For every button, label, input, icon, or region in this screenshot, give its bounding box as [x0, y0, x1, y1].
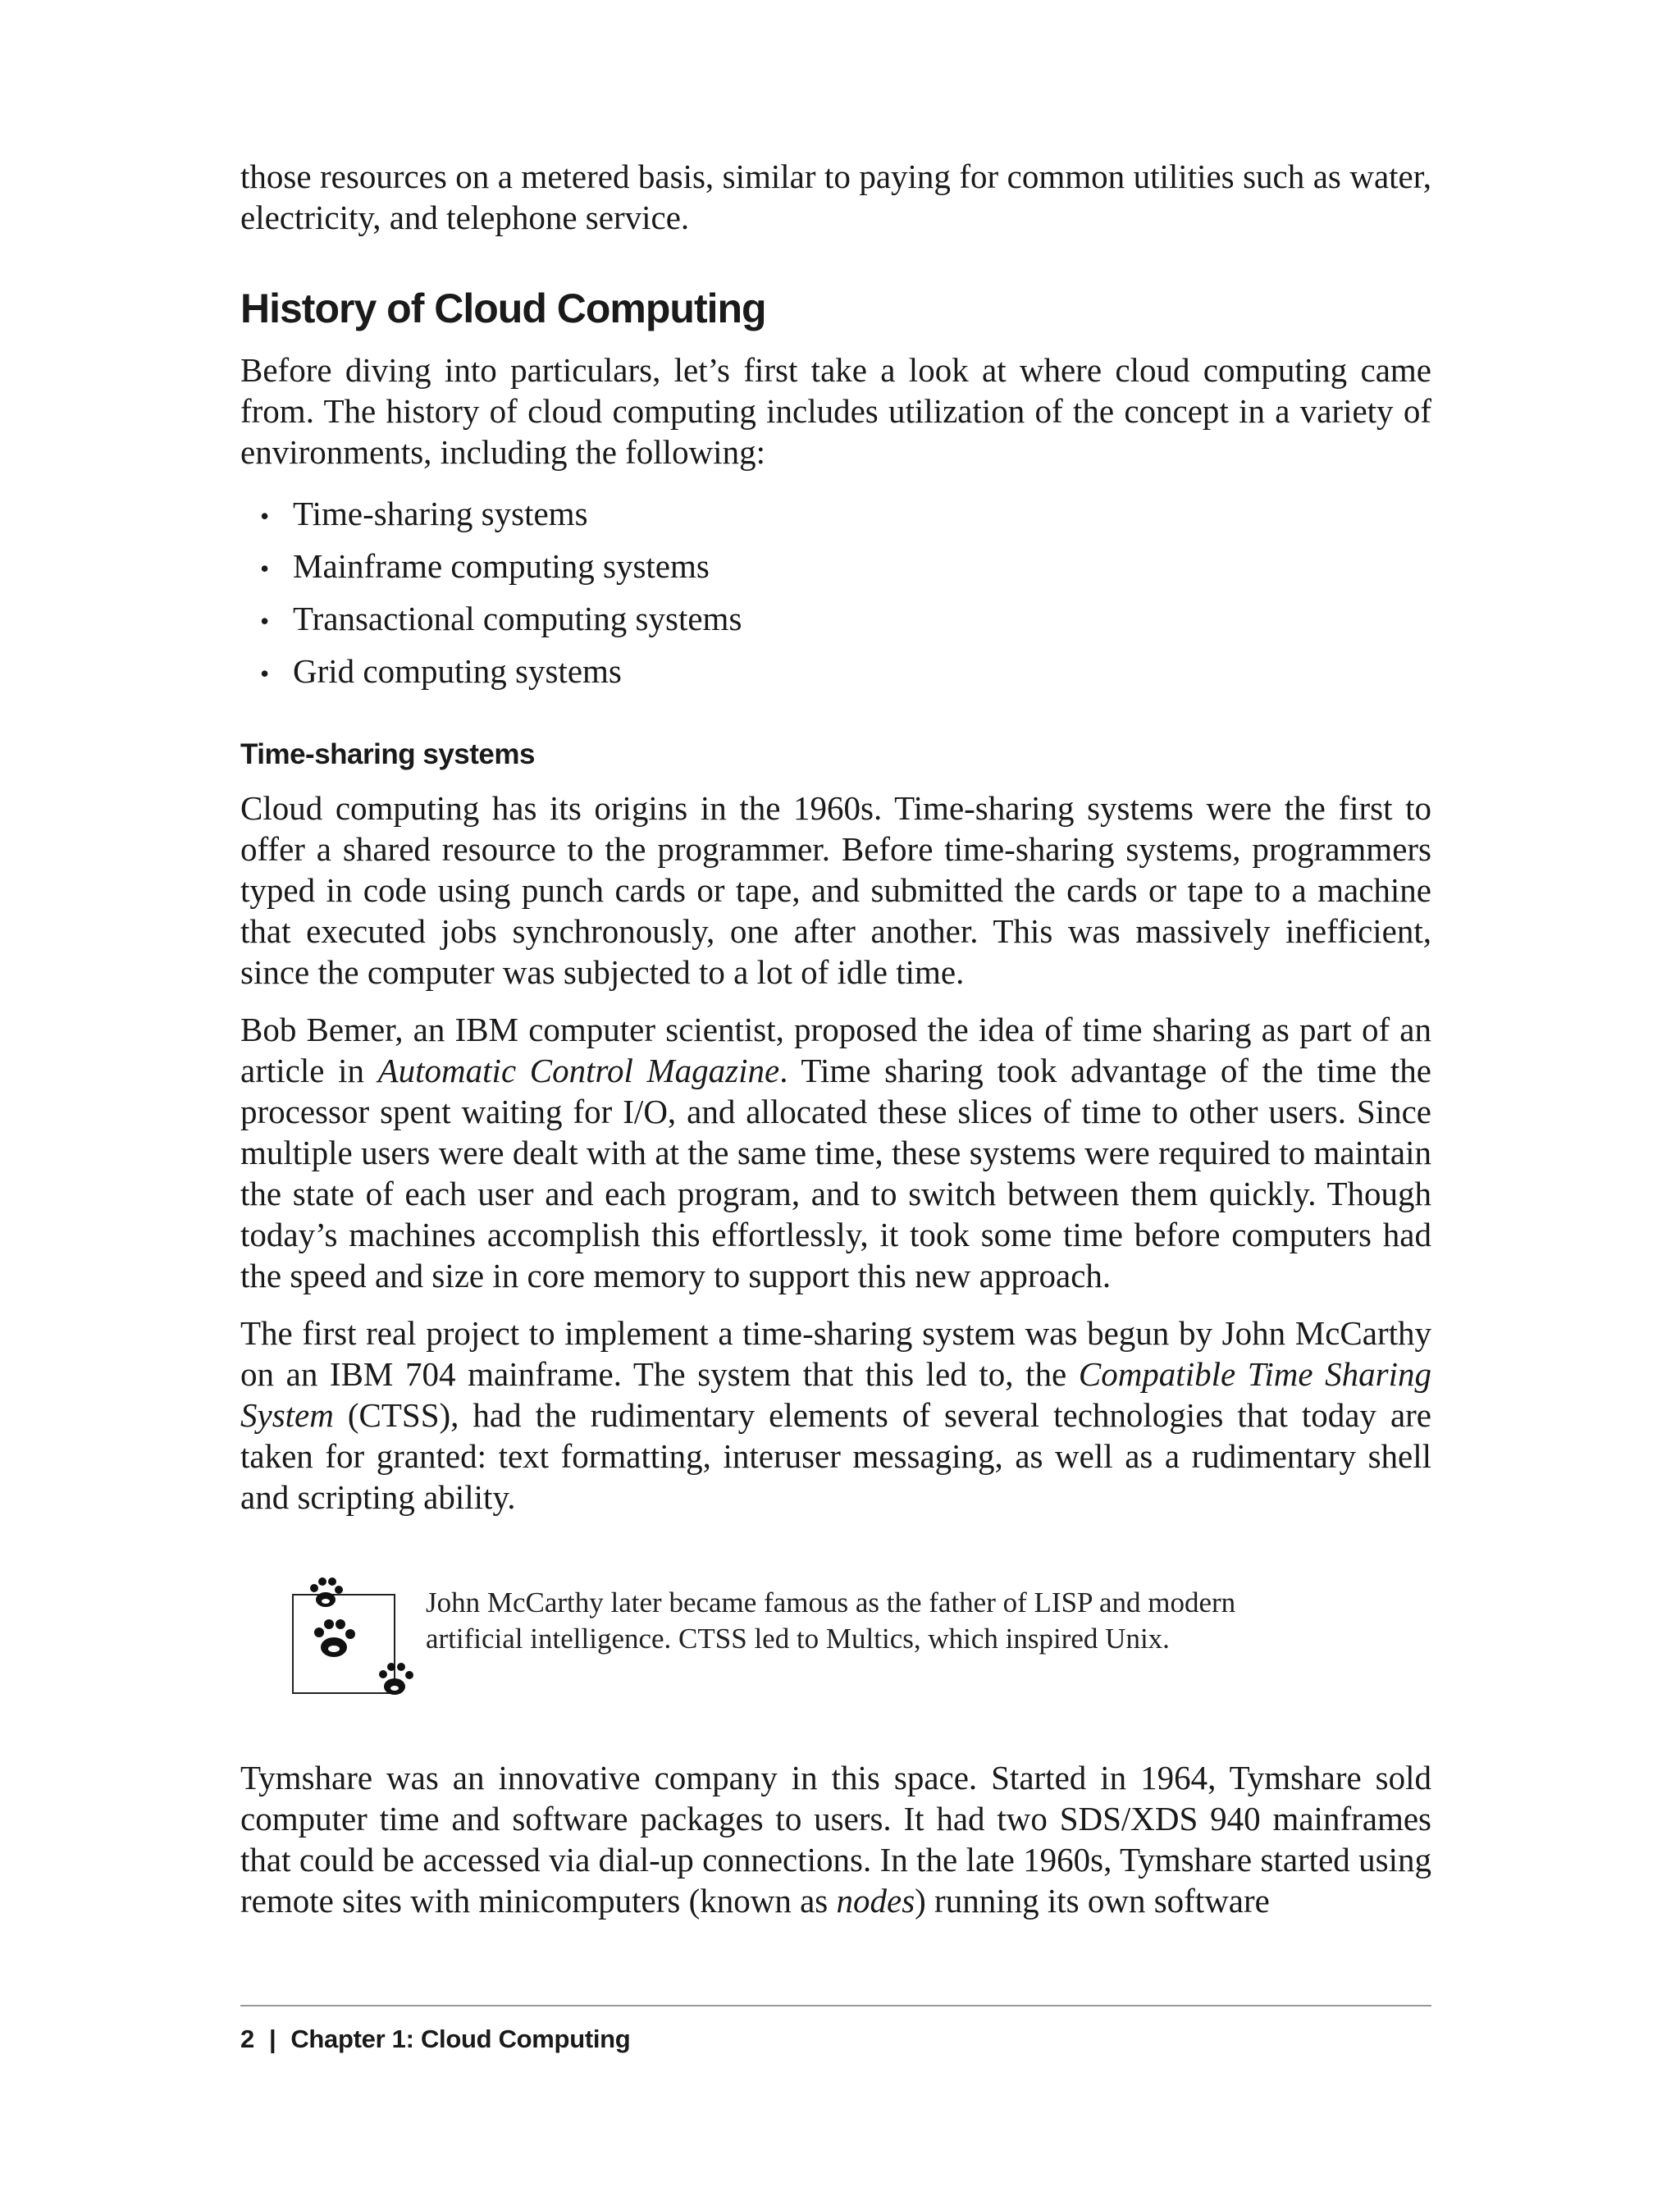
paw-prints-icon — [286, 1565, 426, 1705]
bullet-icon: • — [260, 501, 270, 531]
list-item: • Grid computing systems — [260, 646, 1431, 699]
paragraph-tymshare: Tymshare was an innovative company in this space. Started in 1964, Tymshare sold computer time and software packages to users. It had two SDS/XDS 940 mainframes that could be accessed via dial-up connections. In the late 1960s, Tymshare started using remote sites with minicomputers (known as nodes) running its own software — [240, 1759, 1431, 1920]
paragraph-origins: Cloud computing has its origins in the 1960s. Time-sharing systems were the first to offer a shared resource to the programmer. Before time-sharing systems, programmers typed in code using punch cards or tape, and submitted the cards or tape to a machine that executed jobs synchronously, one after another. This was massively inefficient, since the computer was subjected to a lot of idle time. — [240, 789, 1431, 991]
paragraph-bemer: Bob Bemer, an IBM computer scientist, proposed the idea of time sharing as part of an article in Automatic Control Magazine. Time sharing took advantage of the time the processor spent waiting for I/O, and allocated these slices of time to other users. Since multiple users were dealt with at the same time, these systems were required to maintain the state of each user and each program, and to switch between them quickly. Though today’s machines accomplish this effortlessly, it took some time before computers had the speed and size in core memory to support this new approach. — [240, 1011, 1431, 1294]
paragraph-ctss: The first real project to implement a time-sharing system was begun by John McCarthy on an IBM 704 mainframe. The system that this led to, the Compatible Time Sharing System (CTSS), had the rudimentary elements of several technologies that today are taken for granted: text formatting, interuser messaging, as well as a rudimentary shell and scripting ability. — [240, 1314, 1431, 1516]
bullet-icon: • — [260, 659, 270, 688]
list-item: • Mainframe computing systems — [260, 541, 1431, 594]
note-callout — [286, 1565, 1431, 1705]
chapter-title: Chapter 1: Cloud Computing — [290, 2025, 631, 2053]
section-title: History of Cloud Computing — [240, 285, 766, 331]
section-intro: Before diving into particulars, let’s first take a look at where cloud computing came from. The history of cloud computing includes utilization of the concept in a variety of environments, including the following: — [240, 351, 1431, 471]
note-text: John McCarthy later became famous as the father of LISP and modern artificial intelligence. CTSS led to Multics, which inspired Unix. — [426, 1586, 1236, 1655]
page-content — [240, 156, 1431, 1921]
subsection-title: Time-sharing systems — [240, 738, 535, 770]
bullet-icon: • — [260, 554, 270, 583]
page-footer — [240, 2005, 1431, 2054]
list-item: • Transactional computing systems — [260, 594, 1431, 646]
footer-line — [240, 2025, 1431, 2054]
history-list — [240, 489, 1431, 699]
intro-continuation: those resources on a metered basis, similar to paying for common utilities such as water, electricity, and telephone service. — [240, 158, 1431, 236]
footer-separator: | — [268, 2025, 276, 2053]
page-number: 2 — [240, 2025, 254, 2053]
bullet-icon: • — [260, 606, 270, 636]
list-item: • Time-sharing systems — [260, 489, 1431, 541]
